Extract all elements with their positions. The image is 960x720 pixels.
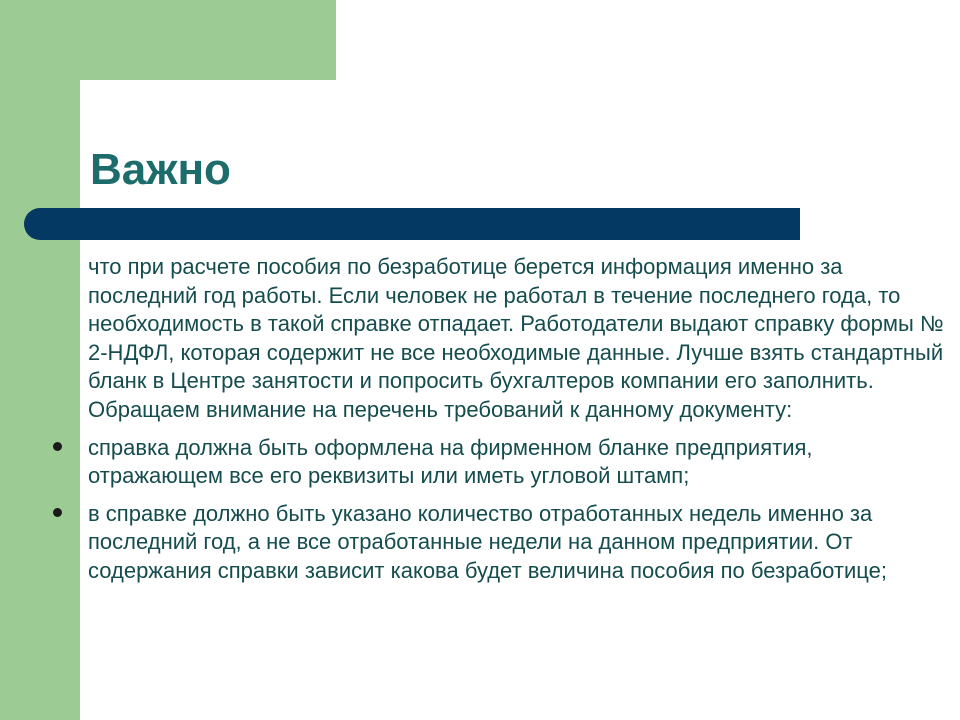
list-item bbox=[88, 434, 952, 491]
title-underline-bar bbox=[24, 208, 800, 240]
list-item bbox=[88, 500, 952, 586]
bullet-icon bbox=[53, 442, 62, 451]
bullet-text: в справке должно быть указано количество отработанных недель именно за последний год, а не все отработанные недели на данном предприятии. От содержания справки зависит какова будет величина пособия по безработице; bbox=[88, 500, 887, 583]
slide-title: Важно bbox=[90, 145, 231, 194]
intro-paragraph: что при расчете пособия по безработице берется информация именно за последний год работы. Если человек не работал в течение последнего года, то необходимость в такой справке отпадает. Работодатели выдают справку формы № 2-НДФЛ, которая содержит не все необходимые данные. Лучше взять стандартный бланк в Центре занятости и попросить бухгалтеров компании его заполнить. Обращаем внимание на перечень требований к данному документу: bbox=[88, 254, 944, 422]
top-accent-band bbox=[0, 0, 336, 80]
left-accent-band bbox=[0, 0, 80, 720]
slide-body bbox=[88, 253, 952, 586]
bullet-icon bbox=[53, 508, 62, 517]
bullet-text: справка должна быть оформлена на фирменном бланке предприятия, отражающем все его реквизиты или иметь угловой штамп; bbox=[88, 434, 813, 489]
